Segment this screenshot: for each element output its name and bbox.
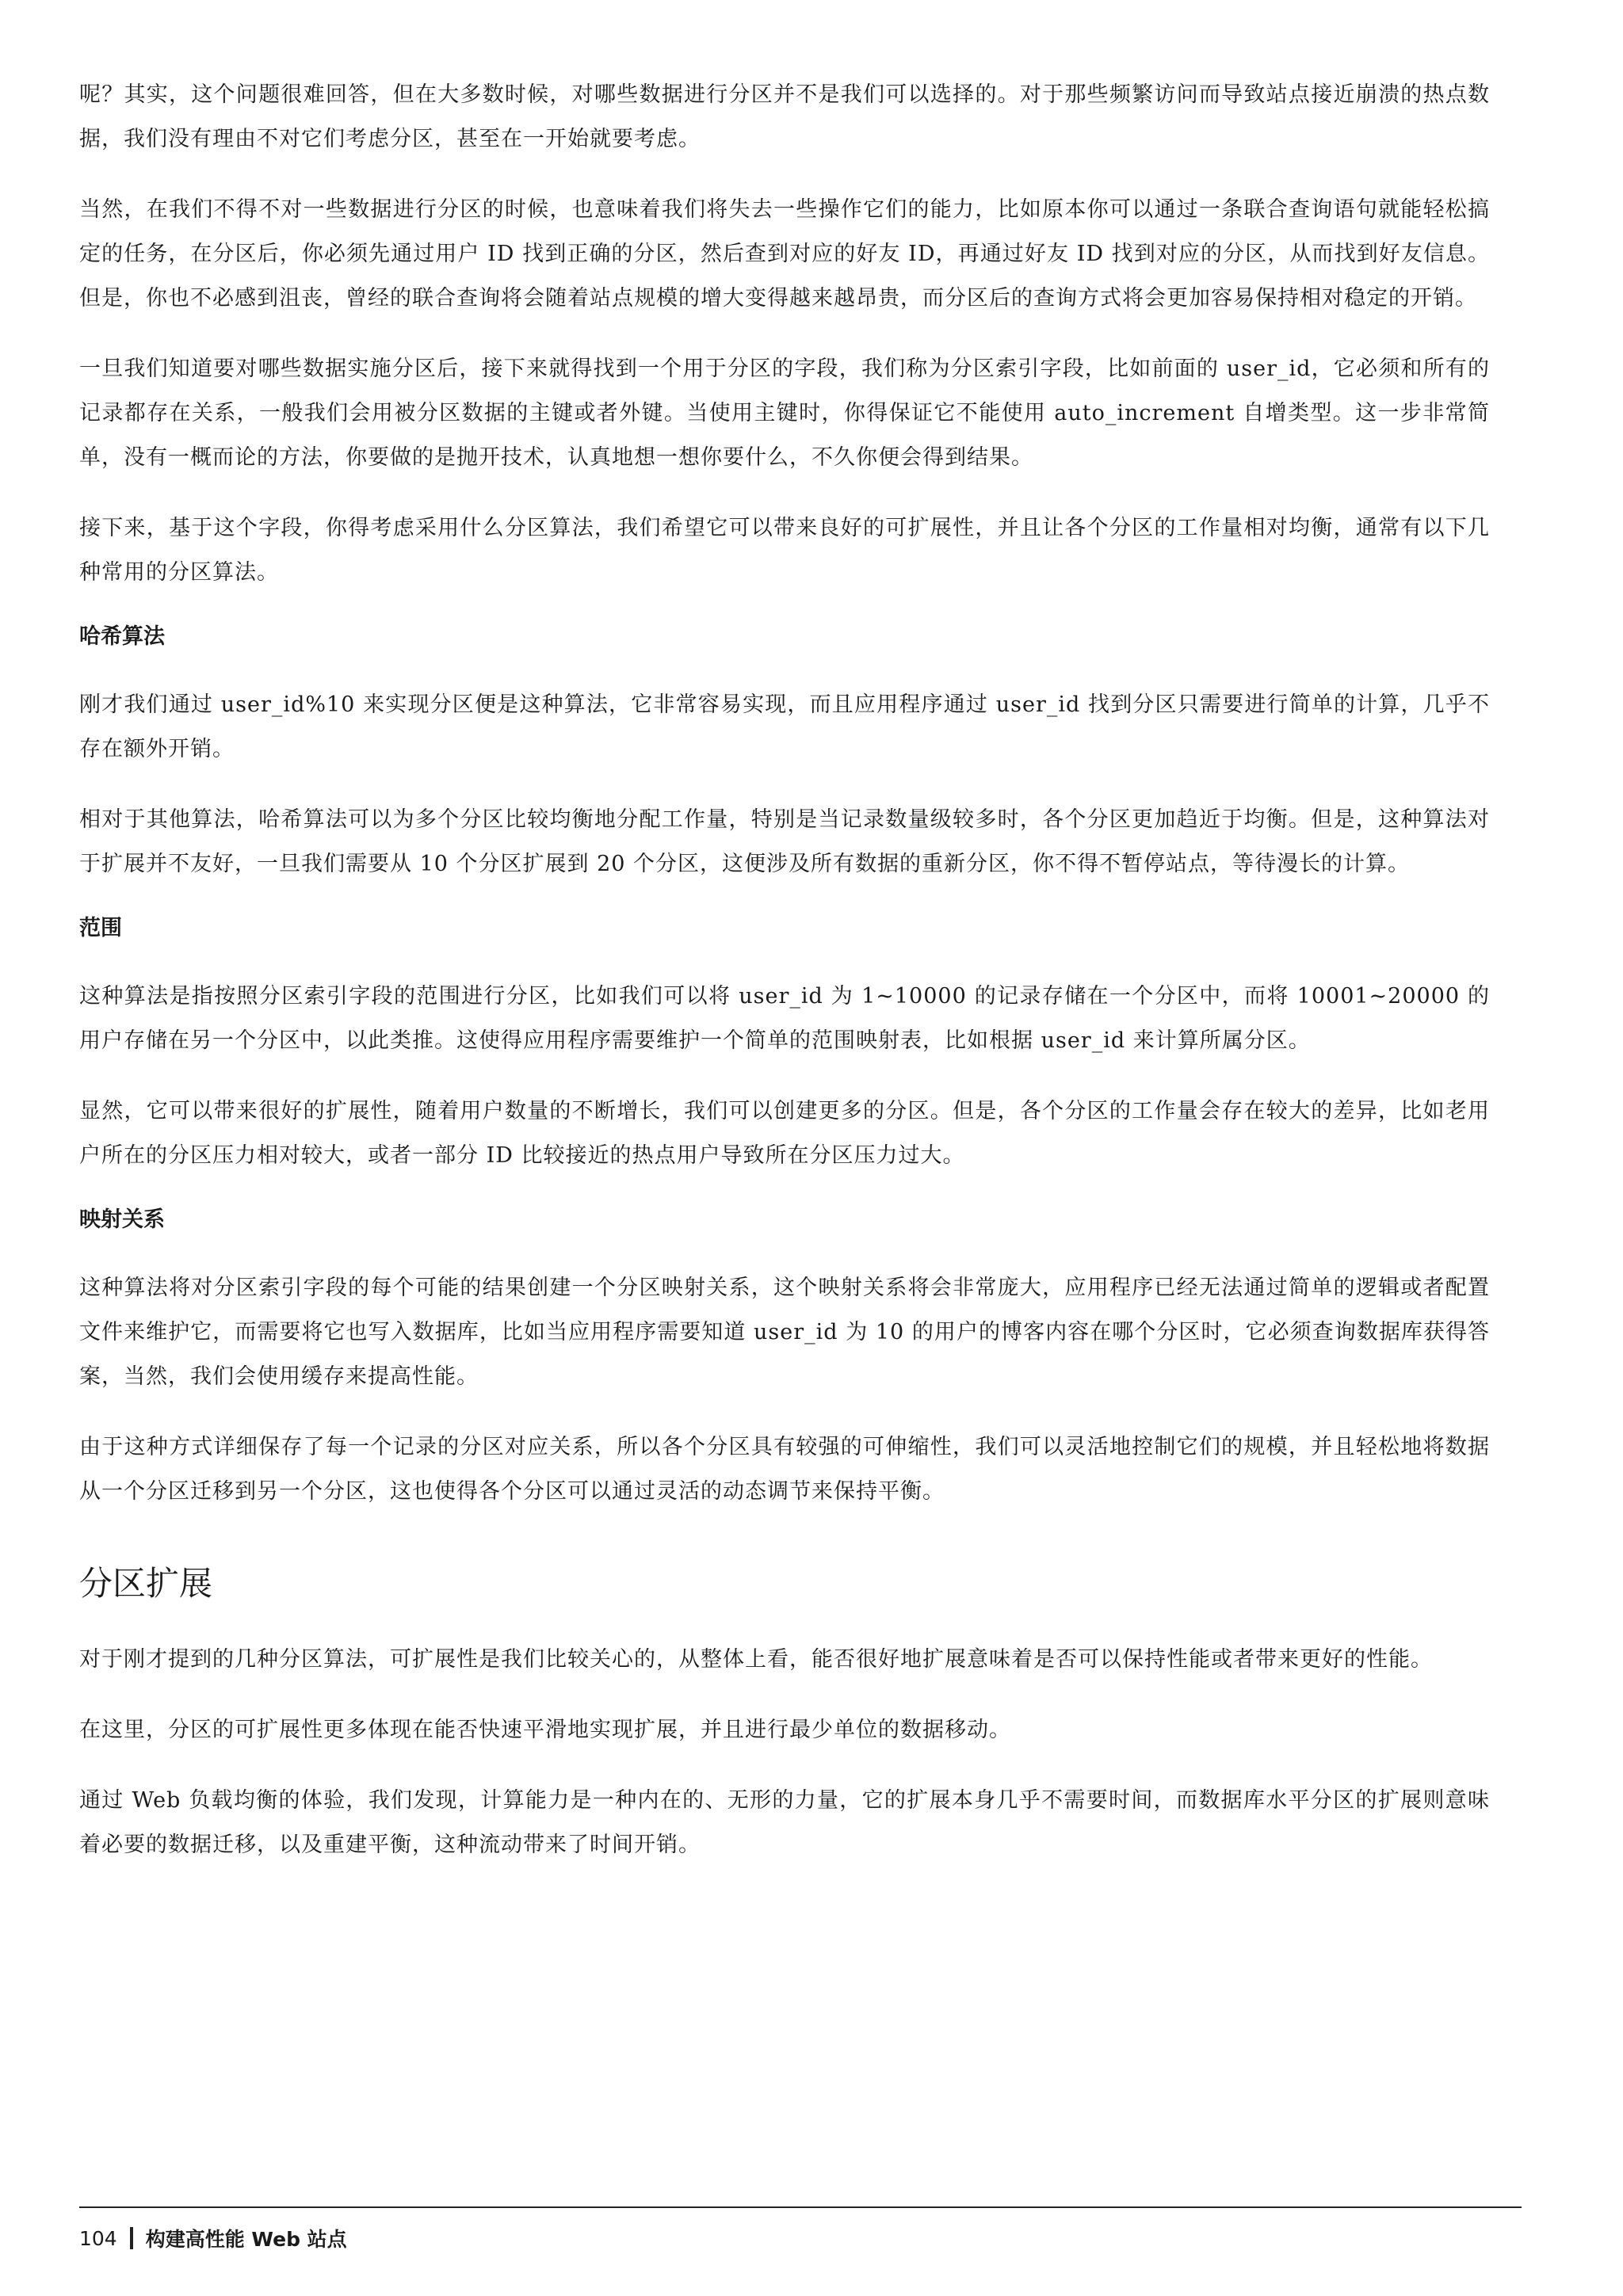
book-title: 构建高性能 Web 站点 bbox=[145, 2228, 347, 2251]
paragraph: 显然，它可以带来很好的扩展性，随着用户数量的不断增长，我们可以创建更多的分区。但是，各个分区的工作量会存在较大的差异，比如老用户所在的分区压力相对较大，或者一部分 ID 比较接近的热点用户导致所在分区压力过大。 bbox=[79, 1099, 1490, 1168]
page-number: 104 bbox=[79, 2226, 117, 2250]
paragraph: 对于刚才提到的几种分区算法，可扩展性是我们比较关心的，从整体上看，能否很好地扩展意味着是否可以保持性能或者带来更好的性能。 bbox=[79, 1647, 1433, 1672]
paragraph: 呢？其实，这个问题很难回答，但在大多数时候，对哪些数据进行分区并不是我们可以选择的。对于那些频繁访问而导致站点接近崩溃的热点数据，我们没有理由不对它们考虑分区，甚至在一开始就要考虑。 bbox=[79, 82, 1490, 151]
paragraph: 这种算法是指按照分区索引字段的范围进行分区，比如我们可以将 user_id 为 1~10000 的记录存储在一个分区中，而将 10001~20000 的用户存储在另一个分区中，以此类推。这使得应用程序需要维护一个简单的范围映射表，比如根据 user_id 来计算所属分区。 bbox=[79, 984, 1490, 1053]
section-title: 分区扩展 bbox=[79, 1564, 213, 1603]
paragraph: 一旦我们知道要对哪些数据实施分区后，接下来就得找到一个用于分区的字段，我们称为分区索引字段，比如前面的 user_id，它必须和所有的记录都存在关系，一般我们会用被分区数据的主键或者外键。当使用主键时，你得保证它不能使用 auto_increment 自增类型。这一步非常简单，没有一概而论的方法，你要做的是抛开技术，认真地想一想你要什么，不久你便会得到结果。 bbox=[79, 357, 1490, 470]
paragraph: 由于这种方式详细保存了每一个记录的分区对应关系，所以各个分区具有较强的可伸缩性，我们可以灵活地控制它们的规模，并且轻松地将数据从一个分区迁移到另一个分区，这也使得各个分区可以通过灵活的动态调节来保持平衡。 bbox=[79, 1435, 1490, 1504]
page-footer bbox=[79, 2206, 1522, 2252]
paragraph: 当然，在我们不得不对一些数据进行分区的时候，也意味着我们将失去一些操作它们的能力，比如原本你可以通过一条联合查询语句就能轻松搞定的任务，在分区后，你必须先通过用户 ID 找到正确的分区，然后查到对应的好友 ID，再通过好友 ID 找到对应的分区，从而找到好友信息。但是，你也不必感到沮丧，曾经的联合查询将会随着站点规模的增大变得越来越昂贵，而分区后的查询方式将会更加容易保持相对稳定的开销。 bbox=[79, 197, 1490, 311]
paragraph: 接下来，基于这个字段，你得考虑采用什么分区算法，我们希望它可以带来良好的可扩展性，并且让各个分区的工作量相对均衡，通常有以下几种常用的分区算法。 bbox=[79, 516, 1490, 585]
subheading-range: 范围 bbox=[79, 916, 122, 940]
paragraph: 通过 Web 负载均衡的体验，我们发现，计算能力是一种内在的、无形的力量，它的扩展本身几乎不需要时间，而数据库水平分区的扩展则意味着必要的数据迁移，以及重建平衡，这种流动带来了时间开销。 bbox=[79, 1788, 1490, 1857]
footer-divider bbox=[130, 2227, 133, 2249]
subheading-mapping: 映射关系 bbox=[79, 1207, 165, 1232]
paragraph: 相对于其他算法，哈希算法可以为多个分区比较均衡地分配工作量，特别是当记录数量级较多时，各个分区更加趋近于均衡。但是，这种算法对于扩展并不友好，一旦我们需要从 10 个分区扩展到 20 个分区，这便涉及所有数据的重新分区，你不得不暂停站点，等待漫长的计算。 bbox=[79, 807, 1490, 876]
page-body bbox=[79, 73, 1490, 1894]
paragraph: 刚才我们通过 user_id%10 来实现分区便是这种算法，它非常容易实现，而且应用程序通过 user_id 找到分区只需要进行简单的计算，几乎不存在额外开销。 bbox=[79, 692, 1490, 761]
paragraph: 这种算法将对分区索引字段的每个可能的结果创建一个分区映射关系，这个映射关系将会非常庞大，应用程序已经无法通过简单的逻辑或者配置文件来维护它，而需要将它也写入数据库，比如当应用程序需要知道 user_id 为 10 的用户的博客内容在哪个分区时，它必须查询数据库获得答案，当然，我们会使用缓存来提高性能。 bbox=[79, 1276, 1490, 1389]
subheading-hash: 哈希算法 bbox=[79, 624, 165, 649]
paragraph: 在这里，分区的可扩展性更多体现在能否快速平滑地实现扩展，并且进行最少单位的数据移动。 bbox=[79, 1718, 1011, 1742]
